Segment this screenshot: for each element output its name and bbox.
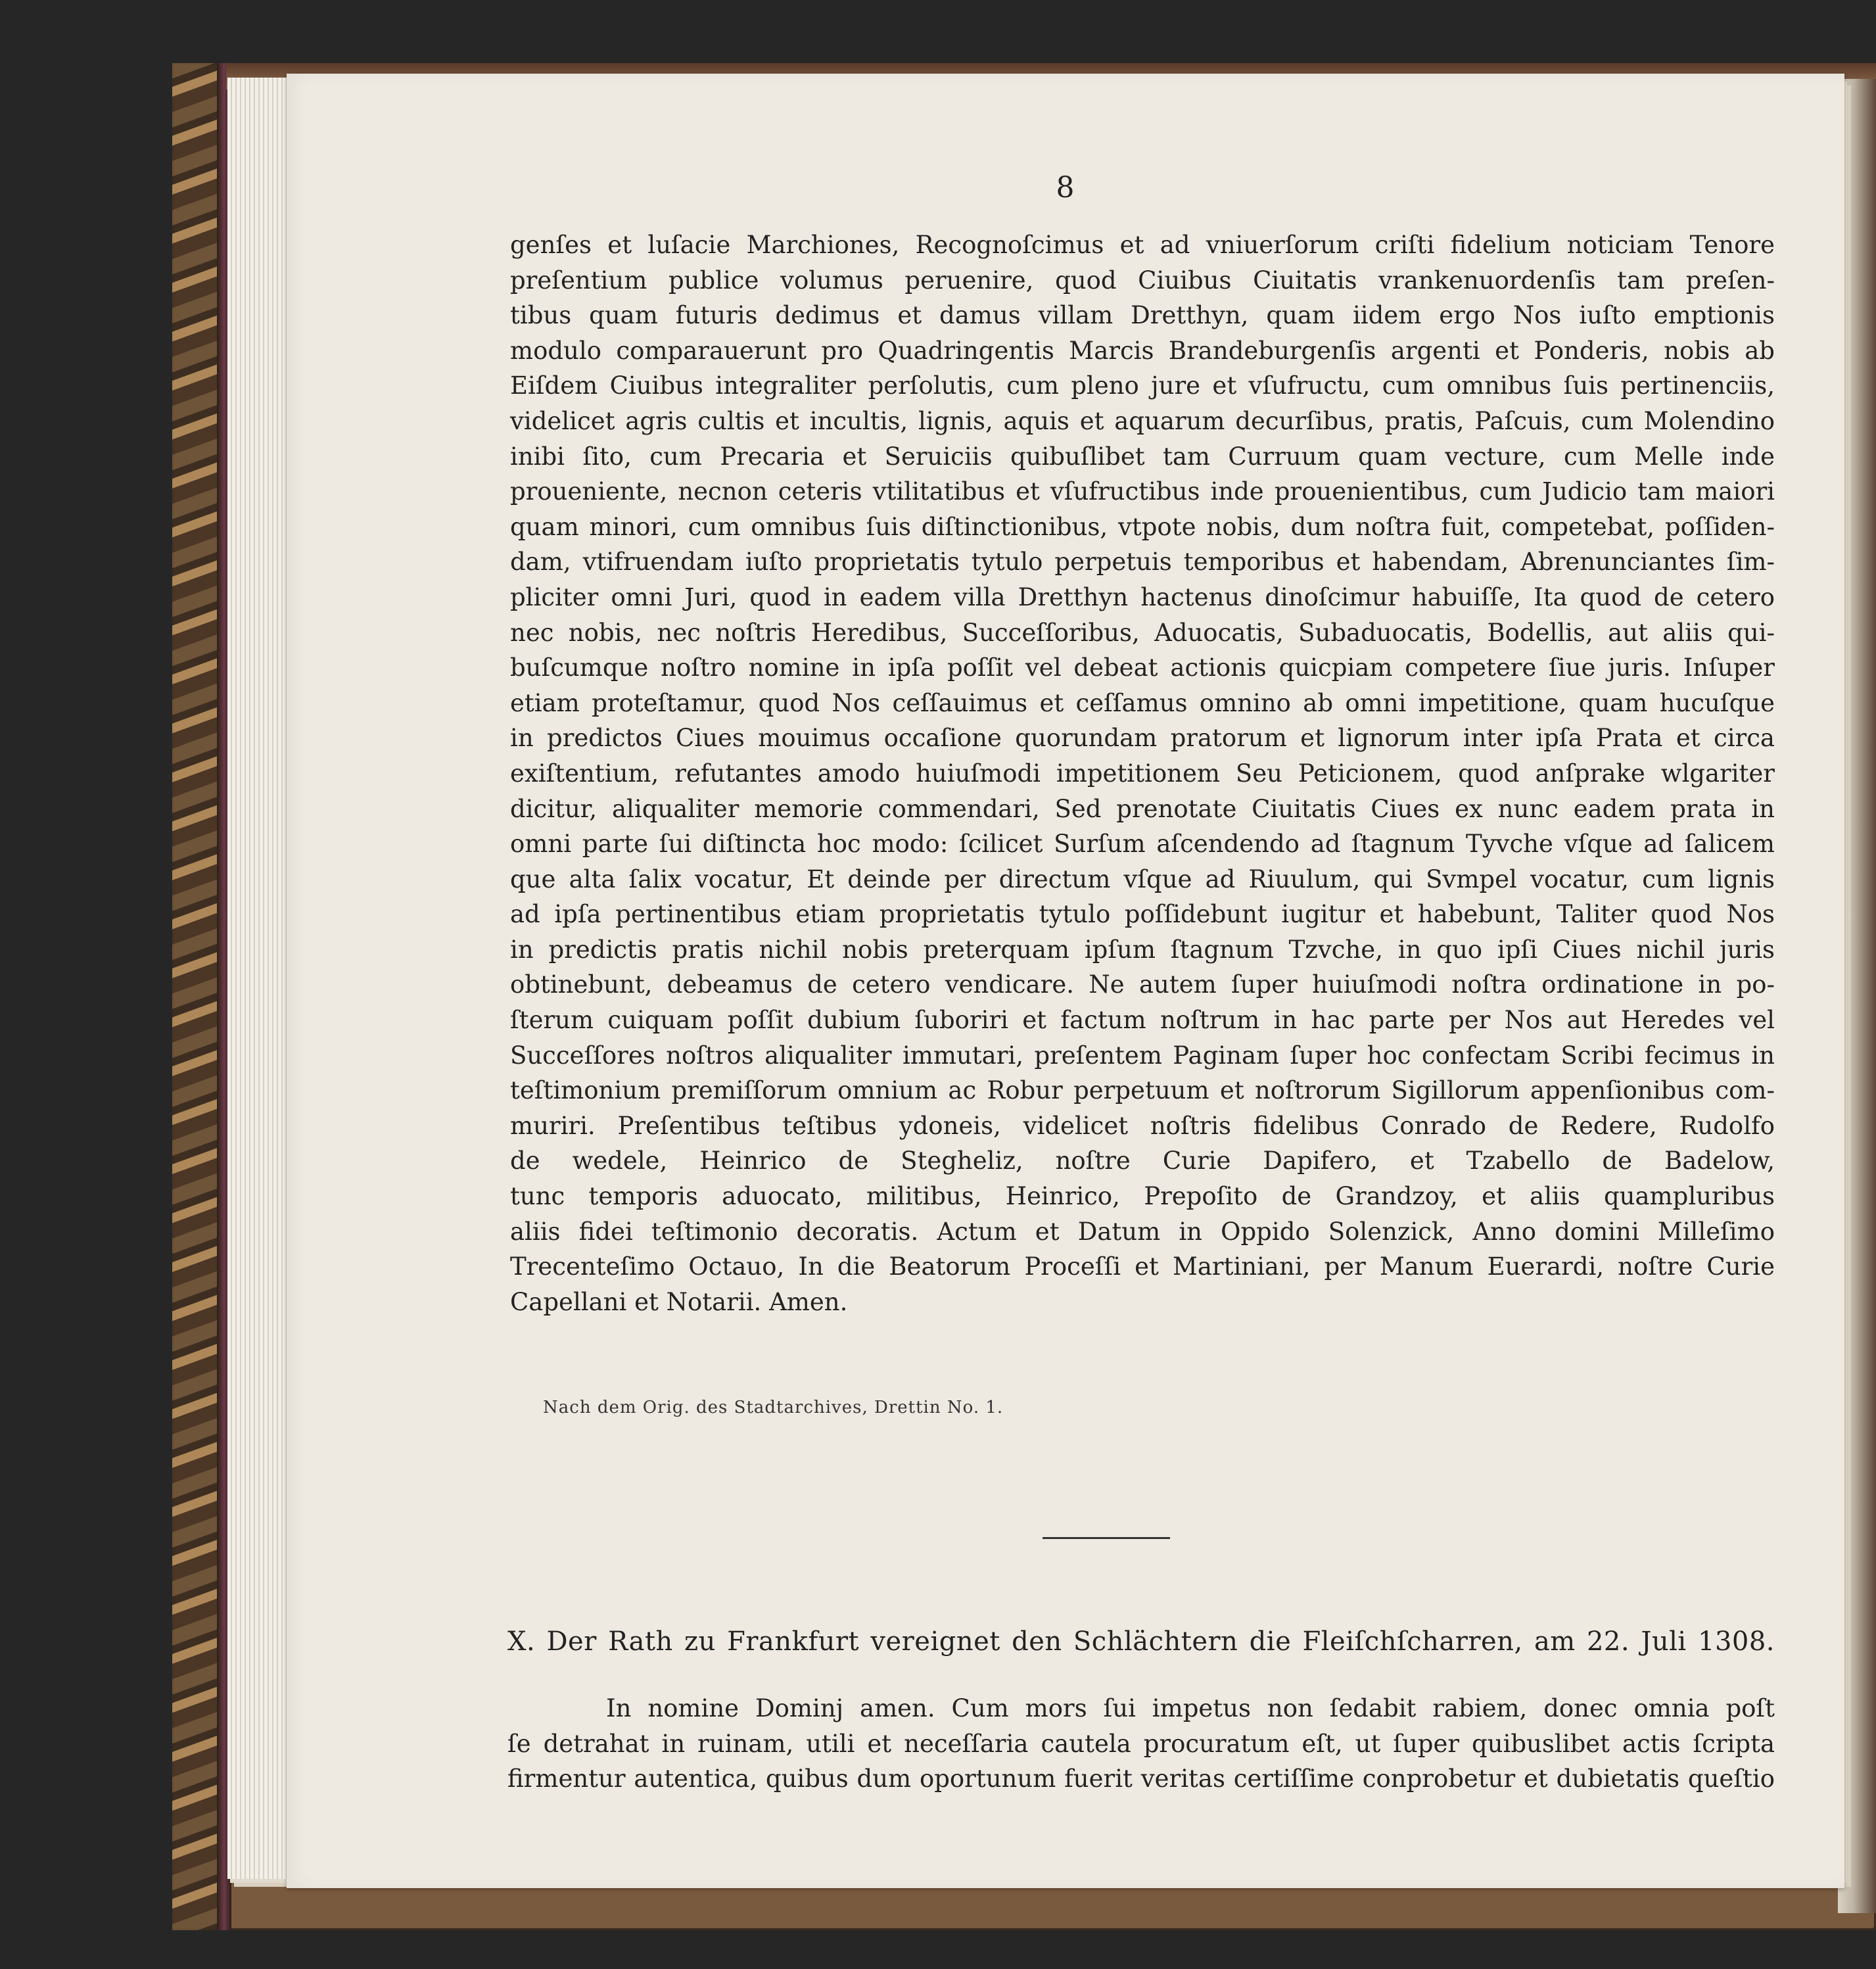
section-line: ſe detrahat in ruinam, utili et neceſſaria cautela procuratum eſt, ut ſuper quibuslibet actis ſcripta bbox=[507, 1729, 1775, 1758]
source-note: Nach dem Orig. des Stadtarchives, Drettin No. 1. bbox=[543, 1398, 1004, 1417]
body-line: obtinebunt, debeamus de cetero vendicare. Ne autem ſuper huiuſmodi noſtra ordinatione in po- bbox=[510, 970, 1775, 999]
body-line: tunc temporis aduocato, militibus, Heinrico, Prepoſito de Grandzoy, et aliis quampluribus bbox=[510, 1182, 1775, 1211]
body-line: omni parte ſui diſtincta hoc modo: ſcilicet Surſum aſcendendo ad ſtagnum Tyvche vſque ad ſalicem bbox=[510, 830, 1775, 859]
page-stack-edge bbox=[227, 78, 287, 1879]
body-line: nec nobis, nec noſtris Heredibus, Succeſſoribus, Aduocatis, Subaduocatis, Bodellis, aut aliis qui- bbox=[510, 618, 1775, 647]
body-line: dam, vtifruendam iuſto proprietatis tytulo perpetuis temporibus et habendam, Abrenunciantes ſim- bbox=[510, 548, 1775, 577]
body-line: aliis fidei teſtimonio decoratis. Actum et Datum in Oppido Solenzick, Anno domini Milleſimo bbox=[510, 1217, 1775, 1246]
body-line: buſcumque noſtro nomine in ipſa poſſit vel debeat actionis quicpiam competere ſiue juris. Inſuper bbox=[510, 653, 1775, 682]
body-line: ſterum cuiquam poſſit dubium ſuboriri et factum noſtrum in hac parte per Nos aut Heredes vel bbox=[510, 1006, 1775, 1035]
body-line: dicitur, aliqualiter memorie commendari, Sed prenotate Ciuitatis Ciues ex nunc eadem prata in bbox=[510, 794, 1775, 823]
body-line: muriri. Preſentibus teſtibus ydoneis, videlicet noſtris fidelibus Conrado de Redere, Rudolfo bbox=[510, 1111, 1775, 1140]
document-body bbox=[510, 227, 1775, 1319]
body-line: in predictis pratis nichil nobis preterquam ipſum ſtagnum Tzvche, in quo ipſi Ciues nichil juris bbox=[510, 935, 1775, 964]
body-line: modulo comparauerunt pro Quadringentis Marcis Brandeburgenſis argenti et Ponderis, nobis ab bbox=[510, 336, 1775, 365]
body-line: exiſtentium, refutantes amodo huiuſmodi impetitionem Seu Peticionem, quod anſprake wlgariter bbox=[510, 759, 1775, 788]
body-line: teſtimonium premiſſorum omnium ac Robur perpetuum et noſtrorum Sigillorum appenſionibus com- bbox=[510, 1076, 1775, 1105]
body-line: ad ipſa pertinentibus etiam proprietatis tytulo poſſidebunt iugitur et habebunt, Taliter quod Nos bbox=[510, 900, 1775, 929]
body-line: pliciter omni Juri, quod in eadem villa Dretthyn hactenus dinoſcimur habuiſſe, Ita quod de cetero bbox=[510, 582, 1775, 611]
body-line: Trecenteſimo Octauo, In die Beatorum Proceſſi et Martiniani, per Manum Euerardi, noſtre Curie bbox=[510, 1252, 1775, 1281]
body-line: genſes et luſacie Marchiones, Recognoſcimus et ad vniuerſorum criſti fidelium noticiam Tenore bbox=[510, 231, 1775, 259]
body-line: videlicet agris cultis et incultis, lignis, aquis et aquarum decurſibus, pratis, Paſcuis, cum Molendino bbox=[510, 406, 1775, 435]
body-line: Succeſſores noſtros aliqualiter immutari, preſentem Paginam ſuper hoc confectam Scribi fecimus in bbox=[510, 1041, 1775, 1070]
body-line: tibus quam futuris dedimus et damus villam Dretthyn, quam iidem ergo Nos iuſto emptionis bbox=[510, 301, 1775, 330]
body-line: preſentium publice volumus peruenire, quod Ciuibus Ciuitatis vrankenuordenſis tam preſen- bbox=[510, 266, 1775, 295]
body-line: Eiſdem Ciuibus integraliter perſolutis, cum pleno jure et vſufructu, cum omnibus ſuis pertinenciis, bbox=[510, 371, 1775, 400]
body-line: que alta ſalix vocatur, Et deinde per directum vſque ad Riuulum, qui Svmpel vocatur, cum lignis bbox=[510, 865, 1775, 893]
section-line: In nomine Dominj amen. Cum mors ſui impetus non ſedabit rabiem, donec omnia poſt bbox=[606, 1694, 1775, 1722]
body-line: Capellani et Notarii. Amen. bbox=[510, 1287, 848, 1316]
body-line: proueniente, necnon ceteris vtilitatibus et vſufructibus inde prouenientibus, cum Judicio tam maiori bbox=[510, 477, 1775, 506]
body-line: in predictos Ciues mouimus occaſione quorundam pratorum et lignorum inter ipſa Prata et circa bbox=[510, 724, 1775, 753]
body-line: etiam proteſtamur, quod Nos ceſſauimus et ceſſamus omnino ab omni impetitione, quam hucuſque bbox=[510, 688, 1775, 717]
body-line: inibi ſito, cum Precaria et Seruiciis quibuſlibet tam Curruum quam vecture, cum Melle inde bbox=[510, 442, 1775, 471]
section-line: firmentur autentica, quibus dum oportunum fuerit veritas certiſſime conprobetur et dubietatis queſtio bbox=[507, 1765, 1775, 1793]
book-page bbox=[287, 74, 1844, 1888]
body-line: de wedele, Heinrico de Stegheliz, noſtre Curie Dapifero, et Tzabello de Badelow, bbox=[510, 1147, 1775, 1175]
section-divider bbox=[1043, 1537, 1170, 1539]
section-body bbox=[507, 1691, 1775, 1797]
section-heading: X. Der Rath zu Frankfurt vereignet den Schlächtern die Fleiſchſcharren, am 22. Juli 1308. bbox=[507, 1626, 1775, 1657]
body-line: quam minori, cum omnibus ſuis diſtinctionibus, vtpote nobis, dum noſtra fuit, competebat, poſſiden- bbox=[510, 512, 1775, 541]
page-number: 8 bbox=[1056, 171, 1075, 204]
